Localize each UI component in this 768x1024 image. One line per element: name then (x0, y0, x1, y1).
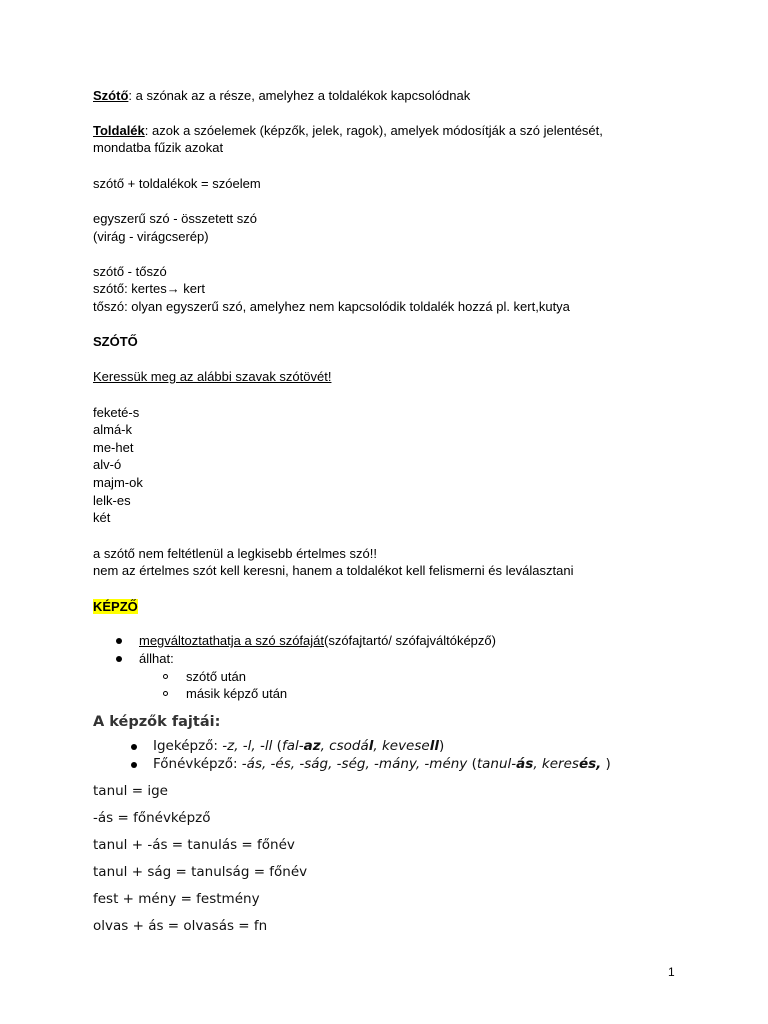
bullet-dot-icon (131, 744, 137, 750)
ige-example: , csodá (320, 738, 369, 754)
bullet-ring-icon (163, 674, 168, 679)
def-toldalek-text: : azok a szóelemek (képzők, jelek, ragok), amelyek módosítják a szó jelentését, (144, 123, 603, 138)
heading-kepzo (93, 598, 138, 615)
ige-example-bold: ll (429, 738, 439, 754)
word-item: alv-ó (93, 457, 122, 472)
def-toldalek (93, 122, 603, 139)
equation-line: tanul + -ás = tanulás = főnév (93, 837, 295, 853)
toszo-line1: szótő - tőszó (93, 264, 167, 279)
bullet-item-1-rest: (szófajtartó/ szófajváltóképző) (324, 633, 496, 648)
equation-line: -ás = főnévképző (93, 810, 211, 826)
fn-example: tanul- (476, 756, 517, 772)
equation-line: tanul = ige (93, 783, 168, 799)
paren: ( (272, 738, 282, 754)
heading-kepzo-text: KÉPZŐ (93, 599, 138, 614)
paren: ) (438, 738, 445, 754)
word-item: almá-k (93, 422, 133, 437)
equation-line: fest + mény = festmény (93, 891, 260, 907)
ige-example-bold: l (368, 738, 374, 754)
sub-bullet-1: szótő után (186, 669, 246, 684)
word-item: lelk-es (93, 493, 131, 508)
fn-example: , keres (533, 756, 579, 772)
paren: ( (467, 756, 477, 772)
ige-example-bold: az (303, 738, 321, 754)
bullet-dot-icon (116, 638, 122, 644)
toszo-line3: tőszó: olyan egyszerű szó, amelyhez nem kapcsolódik toldalék hozzá pl. kert,kutya (93, 299, 570, 314)
equation-line: tanul + ság = tanulság = főnév (93, 864, 308, 880)
bullet-item-2: állhat: (139, 651, 174, 666)
term-toldalek: Toldalék (93, 123, 145, 138)
toszo-line2: szótő: kertes→ kert (93, 281, 205, 296)
fonevkepzo-line (153, 755, 611, 773)
word-item: feketé-s (93, 405, 140, 420)
ige-example: , kevese (373, 738, 430, 754)
bullet-ring-icon (163, 691, 168, 696)
igekepzo-label: Igeképző: (153, 738, 223, 754)
note-line2: nem az értelmes szót kell keresni, hanem a toldalékot kell felismerni és leválasztani (93, 563, 574, 578)
def-szoto (93, 87, 470, 104)
igekepzo-line (153, 737, 444, 755)
bullet-item-1-underlined: megváltoztathatja a szó szófaját (139, 633, 324, 648)
heading-szoto: SZÓTŐ (93, 334, 138, 349)
term-szoto: Szótő (93, 88, 129, 103)
egyszeru-line2: (virág - virágcserép) (93, 229, 209, 244)
formula: szótő + toldalékok = szóelem (93, 176, 261, 191)
equation-line: olvas + ás = olvasás = fn (93, 918, 268, 934)
ige-example: fal- (281, 738, 304, 754)
word-item: két (93, 510, 111, 525)
paren: ) (601, 756, 611, 772)
task-text: Keressük meg az alábbi szavak szótövét! (93, 369, 332, 384)
fonevkepzo-label: Főnévképző: (153, 756, 242, 772)
egyszeru-line1: egyszerű szó - összetett szó (93, 211, 258, 226)
sub-bullet-2: másik képző után (186, 686, 288, 701)
word-item: me-het (93, 440, 134, 455)
heading-fajtai: A képzők fajtái: (93, 714, 221, 730)
igekepzo-items: -z, -l, -ll (222, 738, 273, 754)
bullet-dot-icon (131, 762, 137, 768)
page-number: 1 (668, 965, 675, 979)
def-toldalek-line2: mondatba fűzik azokat (93, 140, 224, 155)
bullet-dot-icon (116, 656, 122, 662)
note-line1: a szótő nem feltétlenül a legkisebb értelmes szó!! (93, 546, 377, 561)
fonevkepzo-items: -ás, -és, -ság, -ség, -mány, -mény (241, 756, 468, 772)
fn-example-bold: ás (516, 756, 534, 772)
bullet-item-1 (139, 632, 496, 649)
word-item: majm-ok (93, 475, 143, 490)
def-szoto-text: : a szónak az a része, amelyhez a toldalékok kapcsolódnak (128, 88, 471, 103)
fn-example-bold: és, (578, 756, 602, 772)
